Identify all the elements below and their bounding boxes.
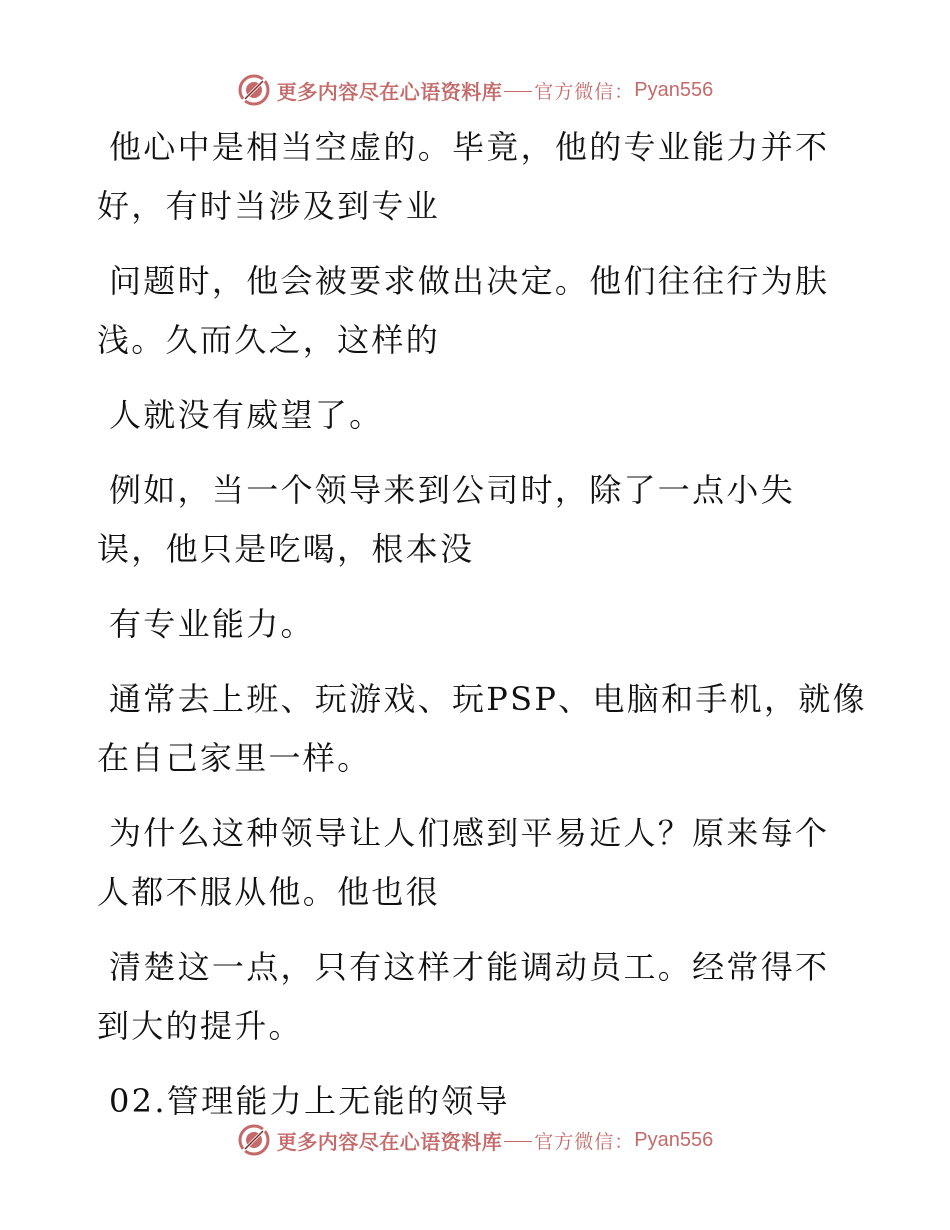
text-line: 好，有时当涉及到专业	[97, 187, 441, 225]
paragraph	[97, 461, 857, 579]
banner-dash	[504, 91, 532, 92]
text-line: 浅。久而久之，这样的	[97, 321, 441, 359]
text-line: 清楚这一点，只有这样才能调动员工。经常得不	[109, 948, 830, 986]
quill-seal-icon	[237, 73, 271, 107]
banner-wechat-id: Pyan556	[634, 1128, 714, 1151]
quill-seal-icon	[237, 1123, 271, 1157]
text-line: 人都不服从他。他也很	[97, 873, 441, 911]
header-banner	[0, 70, 950, 110]
text-line: 他心中是相当空虚的。毕竟，他的专业能力并不	[109, 128, 830, 166]
text-line: 02.管理能力上无能的领导	[109, 1082, 510, 1120]
text-line: 问题时，他会被要求做出决定。他们往往行为肤	[109, 262, 830, 300]
paragraph	[97, 938, 857, 1056]
banner-wechat-label: 官方微信：	[534, 1130, 635, 1153]
paragraph	[97, 595, 857, 654]
banner-main-text: 更多内容尽在心语资料库	[276, 79, 503, 104]
paragraph	[97, 804, 857, 922]
text-line: 有专业能力。	[109, 605, 315, 643]
text-line: 例如，当一个领导来到公司时，除了一点小失	[109, 471, 796, 509]
banner-wechat-label: 官方微信：	[534, 80, 635, 103]
text-line: 在自己家里一样。	[97, 739, 372, 777]
text-line: 通常去上班、玩游戏、玩PSP、电脑和手机，就像	[109, 680, 867, 718]
paragraph	[97, 670, 867, 788]
paragraph	[97, 252, 857, 370]
banner-wechat-id: Pyan556	[634, 78, 714, 101]
paragraph	[97, 386, 857, 445]
text-line: 到大的提升。	[97, 1007, 303, 1045]
footer-banner	[0, 1120, 950, 1160]
banner-dash	[504, 1141, 532, 1142]
document-body	[97, 118, 867, 1147]
text-line: 为什么这种领导让人们感到平易近人？原来每个	[109, 814, 830, 852]
banner-main-text: 更多内容尽在心语资料库	[276, 1129, 503, 1154]
text-line: 人就没有威望了。	[109, 396, 384, 434]
paragraph	[97, 118, 857, 236]
text-line: 误，他只是吃喝，根本没	[97, 530, 475, 568]
